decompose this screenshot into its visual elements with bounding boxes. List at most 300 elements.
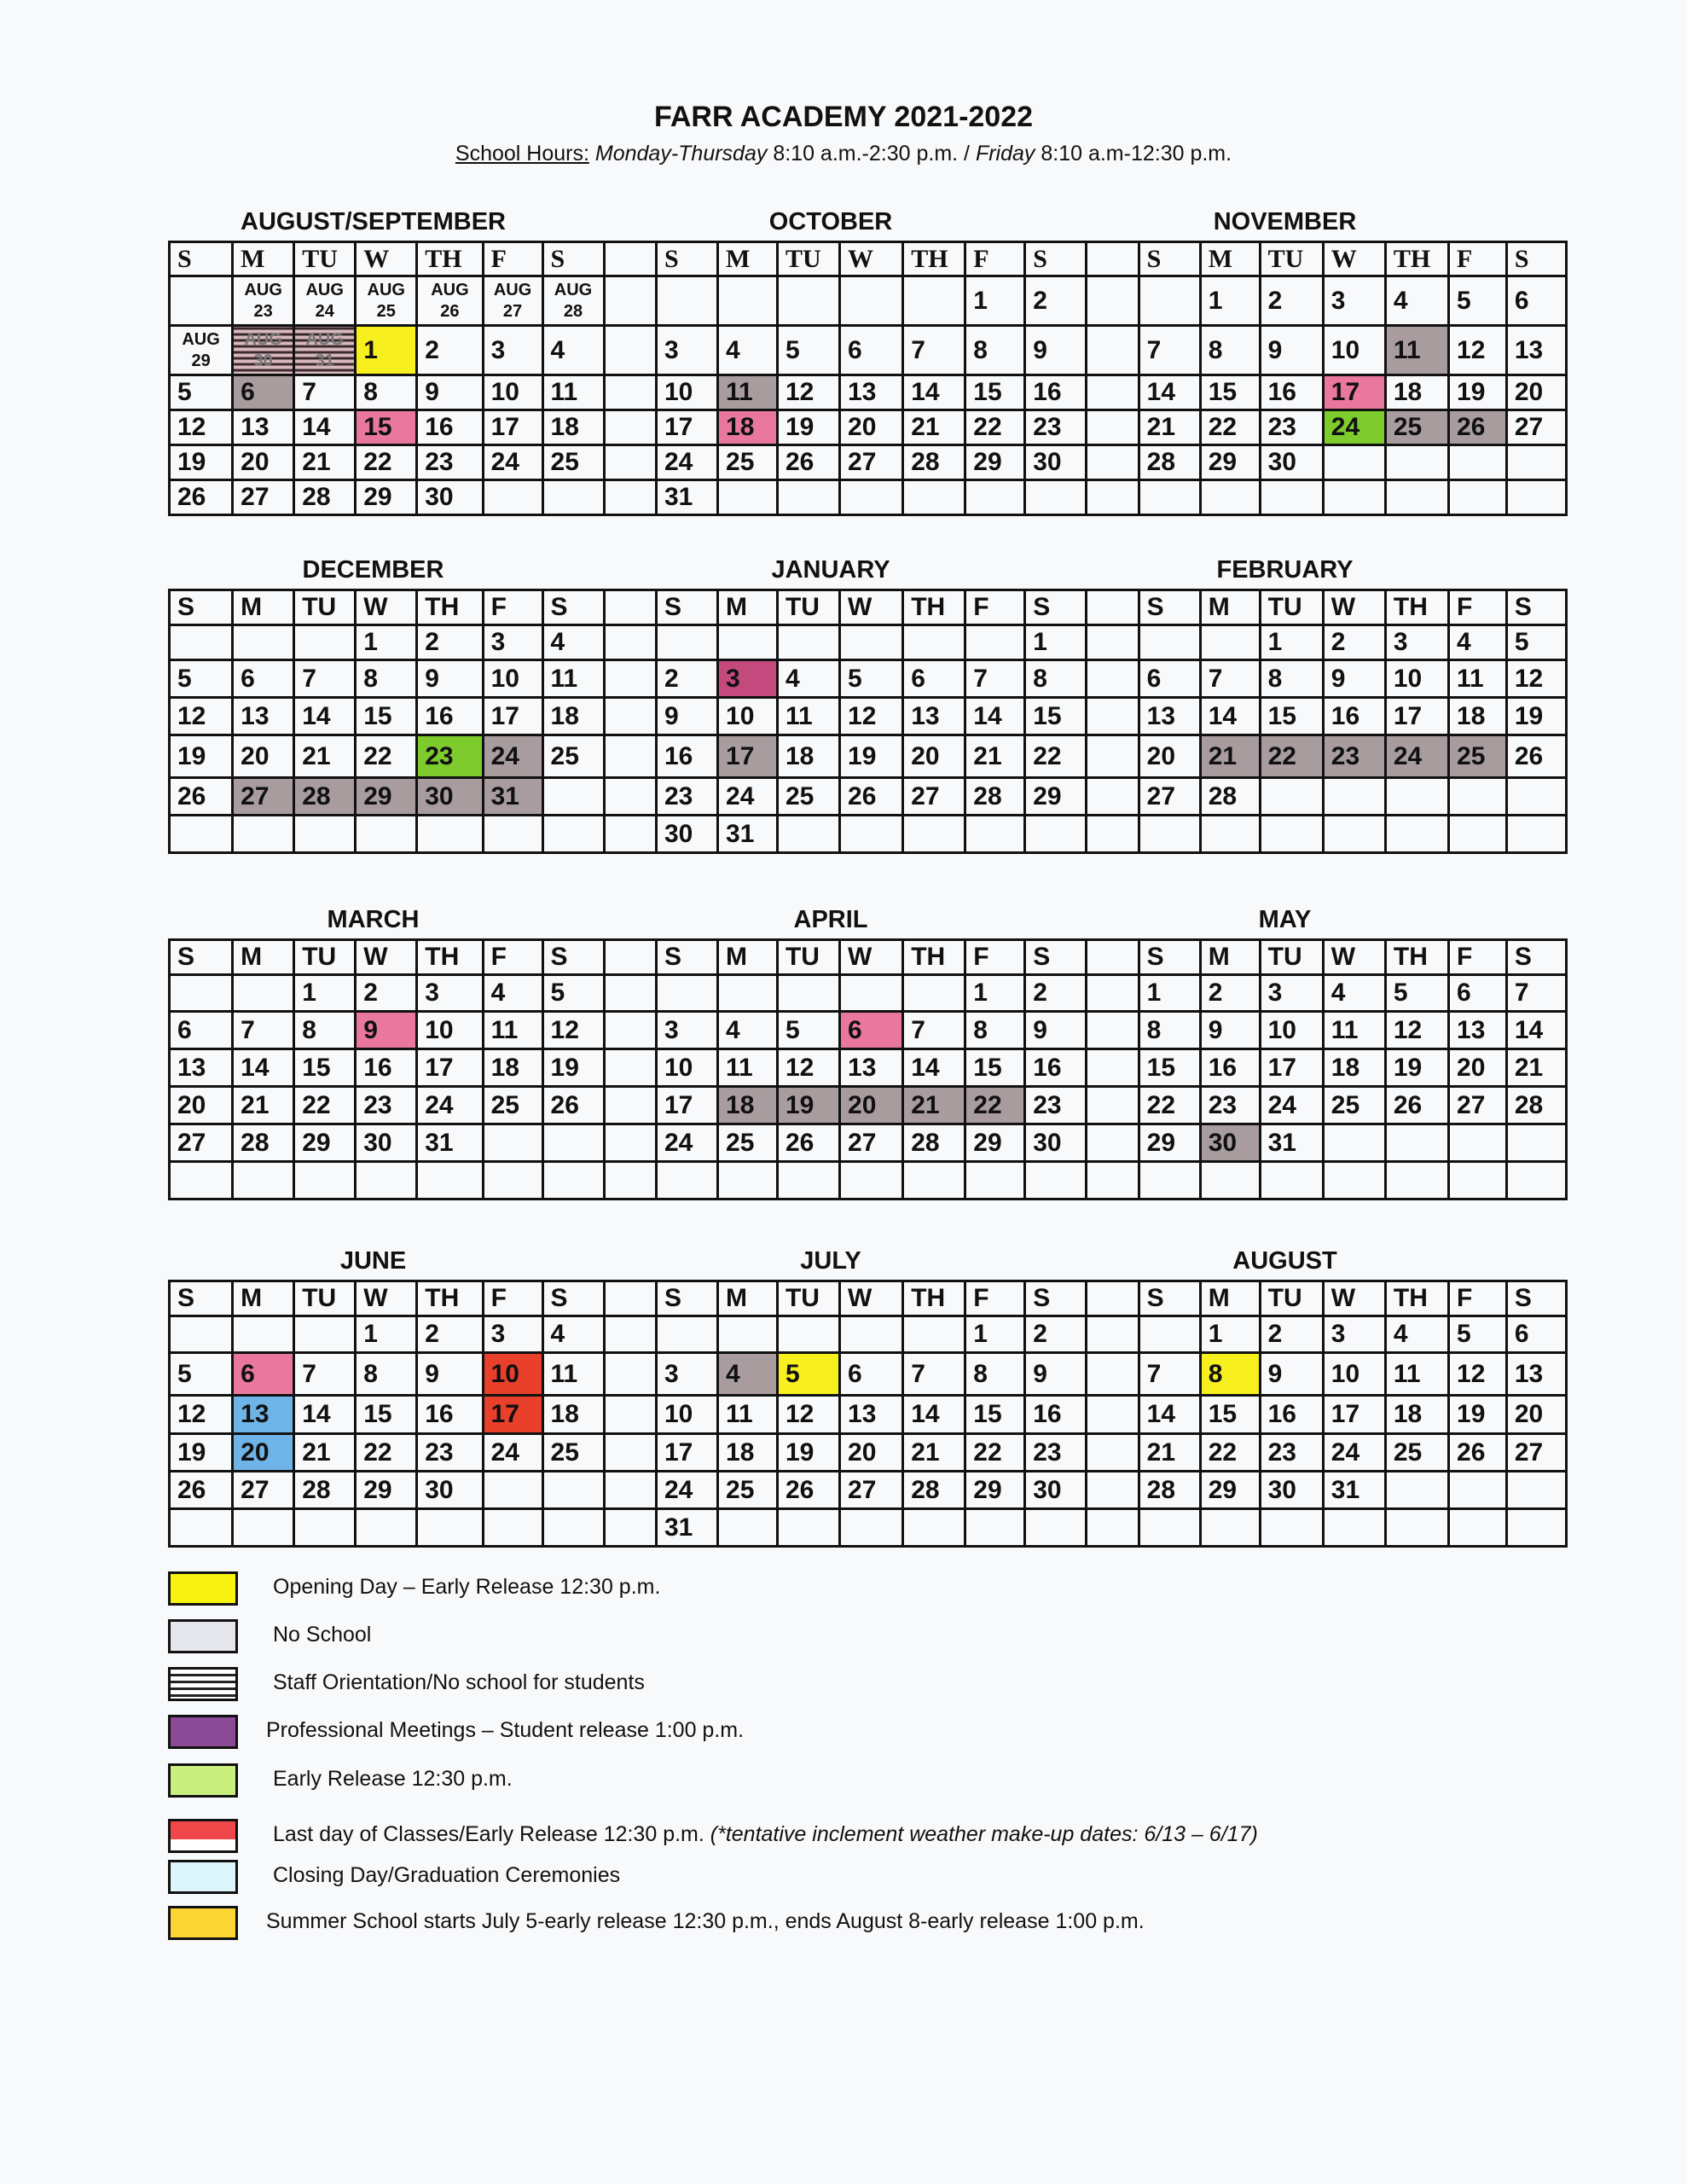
empty-day-cell xyxy=(1506,778,1566,816)
empty-day-cell xyxy=(542,778,604,816)
empty-day-cell xyxy=(1323,1509,1385,1547)
day-cell: 27 xyxy=(170,1124,233,1162)
month-separator xyxy=(1087,1353,1139,1396)
weekday-header: F xyxy=(965,1281,1025,1316)
empty-day-cell xyxy=(965,1162,1025,1199)
legend-text: Professional Meetings – Student release 1:00 p.m. xyxy=(266,1718,745,1742)
month-separator xyxy=(604,1162,656,1199)
month-separator xyxy=(1087,480,1139,515)
weekday-header: M xyxy=(718,590,778,625)
day-cell: 5 xyxy=(170,660,233,698)
legend-text: Opening Day – Early Release 12:30 p.m. xyxy=(273,1575,661,1599)
empty-day-cell xyxy=(840,816,903,853)
day-cell: 29 xyxy=(356,480,417,515)
empty-day-cell xyxy=(840,975,903,1012)
day-cell: 29 xyxy=(1139,1124,1200,1162)
weekday-header: S xyxy=(1025,590,1087,625)
day-cell: 19 xyxy=(170,1434,233,1472)
weekday-header: S xyxy=(1139,242,1200,276)
day-cell: 29 xyxy=(356,1472,417,1509)
day-cell: 19 xyxy=(542,1049,604,1087)
weekday-header: S xyxy=(542,590,604,625)
day-cell: 17 xyxy=(718,735,778,778)
day-cell: 27 xyxy=(840,1472,903,1509)
day-cell: 12 xyxy=(1449,326,1507,375)
day-cell: 20 xyxy=(840,410,903,445)
day-cell: 7 xyxy=(1200,660,1260,698)
month-separator xyxy=(604,326,656,375)
day-cell: 26 xyxy=(170,1472,233,1509)
weekday-header: M xyxy=(1200,590,1260,625)
day-cell: 26 xyxy=(1385,1087,1448,1124)
weekday-header: TU xyxy=(294,590,356,625)
day-cell: 20 xyxy=(903,735,965,778)
day-cell: 9 xyxy=(1025,326,1087,375)
day-cell: 19 xyxy=(777,410,839,445)
weekday-header: S xyxy=(1139,940,1200,975)
day-cell: 26 xyxy=(777,1124,839,1162)
day-cell: 27 xyxy=(233,480,294,515)
day-cell: 23 xyxy=(1025,1087,1087,1124)
month-separator xyxy=(1087,410,1139,445)
day-cell: 22 xyxy=(356,1434,417,1472)
calendar-table xyxy=(168,1280,1568,1548)
empty-day-cell xyxy=(840,1509,903,1547)
mon-thu-label: Monday-Thursday xyxy=(594,142,768,166)
day-cell: 15 xyxy=(1200,1396,1260,1434)
empty-day-cell xyxy=(294,816,356,853)
empty-day-cell xyxy=(1139,480,1200,515)
empty-day-cell xyxy=(170,816,233,853)
day-cell: 1 xyxy=(965,975,1025,1012)
day-cell: 22 xyxy=(965,1434,1025,1472)
empty-day-cell xyxy=(718,1316,778,1353)
week-row xyxy=(170,1472,1567,1509)
day-cell: 24 xyxy=(417,1087,483,1124)
day-cell: 19 xyxy=(777,1434,839,1472)
weekday-header: S xyxy=(656,242,717,276)
day-cell: 28 xyxy=(903,445,965,480)
month-separator xyxy=(604,1049,656,1087)
empty-day-cell xyxy=(356,816,417,853)
day-cell: 23 xyxy=(417,735,483,778)
legend-text: Closing Day/Graduation Ceremonies xyxy=(273,1863,621,1887)
empty-day-cell xyxy=(1506,445,1566,480)
month-label: JUNE xyxy=(339,1247,407,1275)
week-row xyxy=(170,1087,1567,1124)
day-cell: 19 xyxy=(777,1087,839,1124)
empty-day-cell xyxy=(483,1509,542,1547)
weekday-header: W xyxy=(1323,242,1385,276)
weekday-header: TH xyxy=(417,1281,483,1316)
weekday-header: S xyxy=(170,590,233,625)
empty-day-cell xyxy=(656,975,717,1012)
friday-hours: 8:10 a.m-12:30 p.m. xyxy=(1035,142,1232,166)
day-cell: 13 xyxy=(233,698,294,735)
day-cell: 6 xyxy=(233,375,294,410)
day-cell: 16 xyxy=(1260,375,1323,410)
empty-day-cell xyxy=(777,1509,839,1547)
day-cell: 23 xyxy=(417,1434,483,1472)
day-cell: 17 xyxy=(483,410,542,445)
week-row xyxy=(170,1353,1567,1396)
day-cell: 24 xyxy=(483,1434,542,1472)
day-cell: 2 xyxy=(656,660,717,698)
week-row xyxy=(170,480,1567,515)
day-cell: 30 xyxy=(1260,445,1323,480)
weekday-header: TU xyxy=(1260,940,1323,975)
weekday-header: W xyxy=(356,590,417,625)
empty-day-cell xyxy=(1323,1124,1385,1162)
day-cell: 6 xyxy=(840,1353,903,1396)
day-cell: 3 xyxy=(656,1012,717,1049)
day-cell: 24 xyxy=(656,445,717,480)
empty-day-cell xyxy=(903,975,965,1012)
day-cell: 21 xyxy=(294,445,356,480)
day-cell: 27 xyxy=(1139,778,1200,816)
day-cell: 5 xyxy=(777,1012,839,1049)
month-separator xyxy=(1087,1472,1139,1509)
month-separator xyxy=(604,1353,656,1396)
day-cell: 20 xyxy=(1139,735,1200,778)
day-cell: 8 xyxy=(965,326,1025,375)
weekday-header: S xyxy=(656,940,717,975)
day-cell: 12 xyxy=(170,698,233,735)
day-cell: 2 xyxy=(1260,276,1323,326)
day-cell: AUG 28 xyxy=(542,276,604,326)
week-row xyxy=(170,660,1567,698)
empty-day-cell xyxy=(777,480,839,515)
day-cell: 18 xyxy=(777,735,839,778)
day-cell: 2 xyxy=(1025,975,1087,1012)
empty-day-cell xyxy=(233,1509,294,1547)
day-cell: 1 xyxy=(1200,276,1260,326)
day-cell: 3 xyxy=(1323,276,1385,326)
empty-day-cell xyxy=(1449,1162,1507,1199)
day-cell: 21 xyxy=(294,735,356,778)
month-separator xyxy=(1087,1316,1139,1353)
day-cell: 12 xyxy=(542,1012,604,1049)
empty-day-cell xyxy=(777,276,839,326)
weekday-header: S xyxy=(656,590,717,625)
day-cell: 2 xyxy=(417,625,483,660)
day-cell: 10 xyxy=(1260,1012,1323,1049)
day-cell: 11 xyxy=(1385,1353,1448,1396)
calendar-block xyxy=(168,208,1568,516)
weekday-header: S xyxy=(542,940,604,975)
day-cell: 7 xyxy=(233,1012,294,1049)
day-cell: 18 xyxy=(718,1434,778,1472)
week-row xyxy=(170,816,1567,853)
day-cell: 26 xyxy=(1506,735,1566,778)
empty-day-cell xyxy=(840,1162,903,1199)
empty-day-cell xyxy=(965,1509,1025,1547)
empty-day-cell xyxy=(965,480,1025,515)
month-separator xyxy=(1087,778,1139,816)
week-row xyxy=(170,326,1567,375)
month-separator xyxy=(1087,326,1139,375)
day-cell: 2 xyxy=(1323,625,1385,660)
purple-swatch xyxy=(168,1715,238,1749)
weekday-header: F xyxy=(483,940,542,975)
day-cell: 3 xyxy=(1385,625,1448,660)
day-cell: 20 xyxy=(840,1087,903,1124)
weekday-header: W xyxy=(1323,1281,1385,1316)
calendar-table xyxy=(168,241,1568,516)
empty-day-cell xyxy=(718,276,778,326)
week-row xyxy=(170,625,1567,660)
month-separator xyxy=(1087,1162,1139,1199)
day-cell: 22 xyxy=(1260,735,1323,778)
month-separator xyxy=(1087,735,1139,778)
day-cell: 25 xyxy=(483,1087,542,1124)
day-cell: 2 xyxy=(356,975,417,1012)
weekday-header: TH xyxy=(417,940,483,975)
day-cell: 18 xyxy=(483,1049,542,1087)
empty-day-cell xyxy=(1139,625,1200,660)
day-cell: 1 xyxy=(1025,625,1087,660)
empty-day-cell xyxy=(1025,1162,1087,1199)
week-row xyxy=(170,1509,1567,1547)
weekday-header: W xyxy=(840,242,903,276)
week-row xyxy=(170,1162,1567,1199)
weekday-header: W xyxy=(356,940,417,975)
day-cell: 16 xyxy=(1025,375,1087,410)
empty-day-cell xyxy=(1139,1162,1200,1199)
day-cell: 6 xyxy=(840,1012,903,1049)
day-cell: 11 xyxy=(542,660,604,698)
day-cell: 17 xyxy=(1260,1049,1323,1087)
empty-day-cell xyxy=(294,625,356,660)
day-cell: 17 xyxy=(656,1087,717,1124)
day-cell: 25 xyxy=(1323,1087,1385,1124)
day-cell: AUG 27 xyxy=(483,276,542,326)
calendar-block xyxy=(168,556,1568,854)
empty-day-cell xyxy=(1385,480,1448,515)
empty-day-cell xyxy=(1449,445,1507,480)
day-cell: 17 xyxy=(417,1049,483,1087)
day-cell: 1 xyxy=(965,276,1025,326)
legend-label xyxy=(273,1863,620,1888)
empty-day-cell xyxy=(1323,1162,1385,1199)
weekday-header: TU xyxy=(1260,590,1323,625)
day-cell: AUG 24 xyxy=(294,276,356,326)
day-cell: 17 xyxy=(1323,1396,1385,1434)
month-separator xyxy=(604,698,656,735)
weekday-header: TH xyxy=(1385,940,1448,975)
day-cell: AUG 29 xyxy=(170,326,233,375)
weekday-header: TU xyxy=(294,242,356,276)
grey-swatch xyxy=(168,1619,238,1653)
day-cell: AUG 25 xyxy=(356,276,417,326)
empty-day-cell xyxy=(903,816,965,853)
day-cell: 4 xyxy=(1385,1316,1448,1353)
month-separator xyxy=(1087,242,1139,276)
day-cell: 21 xyxy=(1139,410,1200,445)
month-label: NOVEMBER xyxy=(1213,208,1357,235)
empty-day-cell xyxy=(1385,816,1448,853)
week-row xyxy=(170,778,1567,816)
day-cell: 9 xyxy=(1200,1012,1260,1049)
day-cell: 12 xyxy=(1449,1353,1507,1396)
day-cell: 13 xyxy=(1449,1012,1507,1049)
day-cell: 10 xyxy=(656,1396,717,1434)
empty-day-cell xyxy=(1323,778,1385,816)
empty-day-cell xyxy=(542,1509,604,1547)
day-cell: 17 xyxy=(656,410,717,445)
empty-day-cell xyxy=(656,276,717,326)
day-cell: 9 xyxy=(417,660,483,698)
weekday-header: S xyxy=(1506,1281,1566,1316)
empty-day-cell xyxy=(233,625,294,660)
day-cell: 14 xyxy=(903,375,965,410)
day-cell: 14 xyxy=(1139,375,1200,410)
day-cell: 21 xyxy=(1506,1049,1566,1087)
empty-day-cell xyxy=(718,975,778,1012)
day-cell: 31 xyxy=(656,1509,717,1547)
weekday-header: S xyxy=(170,940,233,975)
day-cell: 13 xyxy=(1139,698,1200,735)
day-cell: 12 xyxy=(1385,1012,1448,1049)
day-cell: 3 xyxy=(1323,1316,1385,1353)
weekday-header: W xyxy=(356,1281,417,1316)
day-cell: 29 xyxy=(965,445,1025,480)
day-cell: 14 xyxy=(965,698,1025,735)
day-cell: 30 xyxy=(1025,445,1087,480)
day-cell: 8 xyxy=(965,1012,1025,1049)
week-row xyxy=(170,975,1567,1012)
weekday-header: S xyxy=(170,242,233,276)
weekday-header: M xyxy=(1200,1281,1260,1316)
empty-day-cell xyxy=(483,1124,542,1162)
month-separator xyxy=(604,1509,656,1547)
empty-day-cell xyxy=(1385,1124,1448,1162)
day-cell: 13 xyxy=(840,1396,903,1434)
day-cell: 24 xyxy=(656,1124,717,1162)
empty-day-cell xyxy=(417,1509,483,1547)
day-cell: 21 xyxy=(903,410,965,445)
weekday-header: TH xyxy=(903,590,965,625)
month-separator xyxy=(604,445,656,480)
empty-day-cell xyxy=(903,625,965,660)
day-cell: 11 xyxy=(718,1396,778,1434)
day-cell: 27 xyxy=(233,778,294,816)
day-cell: 25 xyxy=(1385,1434,1448,1472)
month-separator xyxy=(1087,975,1139,1012)
day-cell: 22 xyxy=(1200,410,1260,445)
day-cell: 23 xyxy=(1025,410,1087,445)
weekday-header: TH xyxy=(1385,590,1448,625)
day-cell: 25 xyxy=(542,735,604,778)
day-cell: 11 xyxy=(542,375,604,410)
weekday-header: S xyxy=(1506,940,1566,975)
month-separator xyxy=(604,735,656,778)
day-cell: 6 xyxy=(233,1353,294,1396)
empty-day-cell xyxy=(233,816,294,853)
month-separator xyxy=(1087,1509,1139,1547)
weekday-header: S xyxy=(542,1281,604,1316)
weekday-header: W xyxy=(840,940,903,975)
month-separator xyxy=(604,242,656,276)
weekday-header: M xyxy=(233,590,294,625)
day-cell: 5 xyxy=(170,375,233,410)
day-cell: 7 xyxy=(294,1353,356,1396)
day-cell: 27 xyxy=(840,445,903,480)
day-cell: 13 xyxy=(1506,1353,1566,1396)
day-cell: 15 xyxy=(356,410,417,445)
day-cell: 15 xyxy=(1139,1049,1200,1087)
day-cell: 29 xyxy=(1025,778,1087,816)
day-cell: 4 xyxy=(777,660,839,698)
day-cell: 15 xyxy=(356,1396,417,1434)
day-cell: 26 xyxy=(840,778,903,816)
day-cell: 16 xyxy=(417,1396,483,1434)
weekday-header: TH xyxy=(1385,242,1448,276)
month-separator xyxy=(604,940,656,975)
day-cell: 27 xyxy=(1449,1087,1507,1124)
day-cell: 8 xyxy=(1200,1353,1260,1396)
empty-day-cell xyxy=(1449,778,1507,816)
day-cell: 30 xyxy=(417,778,483,816)
day-cell: 19 xyxy=(1385,1049,1448,1087)
day-cell: 3 xyxy=(656,1353,717,1396)
weekday-header: M xyxy=(1200,940,1260,975)
empty-day-cell xyxy=(233,975,294,1012)
day-cell: 8 xyxy=(965,1353,1025,1396)
friday-label: Friday xyxy=(975,142,1035,166)
empty-day-cell xyxy=(417,816,483,853)
month-separator xyxy=(1087,660,1139,698)
day-cell: 16 xyxy=(656,735,717,778)
day-cell: 14 xyxy=(1139,1396,1200,1434)
day-cell: 24 xyxy=(1323,410,1385,445)
day-cell: 4 xyxy=(1385,276,1448,326)
day-cell: 18 xyxy=(1385,375,1448,410)
empty-day-cell xyxy=(777,625,839,660)
day-cell: 30 xyxy=(1025,1124,1087,1162)
empty-day-cell xyxy=(356,1509,417,1547)
day-cell: 24 xyxy=(718,778,778,816)
week-row xyxy=(170,698,1567,735)
month-separator xyxy=(1087,1124,1139,1162)
day-cell: 25 xyxy=(542,1434,604,1472)
day-cell: 16 xyxy=(356,1049,417,1087)
empty-day-cell xyxy=(542,1472,604,1509)
day-cell: 5 xyxy=(1385,975,1448,1012)
day-cell: 12 xyxy=(1506,660,1566,698)
day-cell: 22 xyxy=(1139,1087,1200,1124)
day-cell: 9 xyxy=(1025,1012,1087,1049)
day-cell: 28 xyxy=(294,480,356,515)
day-cell: 15 xyxy=(965,1396,1025,1434)
day-cell: 4 xyxy=(718,1012,778,1049)
day-cell: 7 xyxy=(903,1012,965,1049)
weekday-header: S xyxy=(1025,242,1087,276)
day-cell: 30 xyxy=(417,1472,483,1509)
day-cell: 18 xyxy=(542,410,604,445)
day-cell: 15 xyxy=(1025,698,1087,735)
empty-day-cell xyxy=(170,1162,233,1199)
month-separator xyxy=(1087,625,1139,660)
weekday-header: S xyxy=(1506,242,1566,276)
day-cell: 12 xyxy=(170,410,233,445)
empty-day-cell xyxy=(1385,1472,1448,1509)
empty-day-cell xyxy=(1139,816,1200,853)
month-separator xyxy=(604,276,656,326)
day-cell: 18 xyxy=(1323,1049,1385,1087)
day-cell: 25 xyxy=(542,445,604,480)
day-cell: 26 xyxy=(170,778,233,816)
